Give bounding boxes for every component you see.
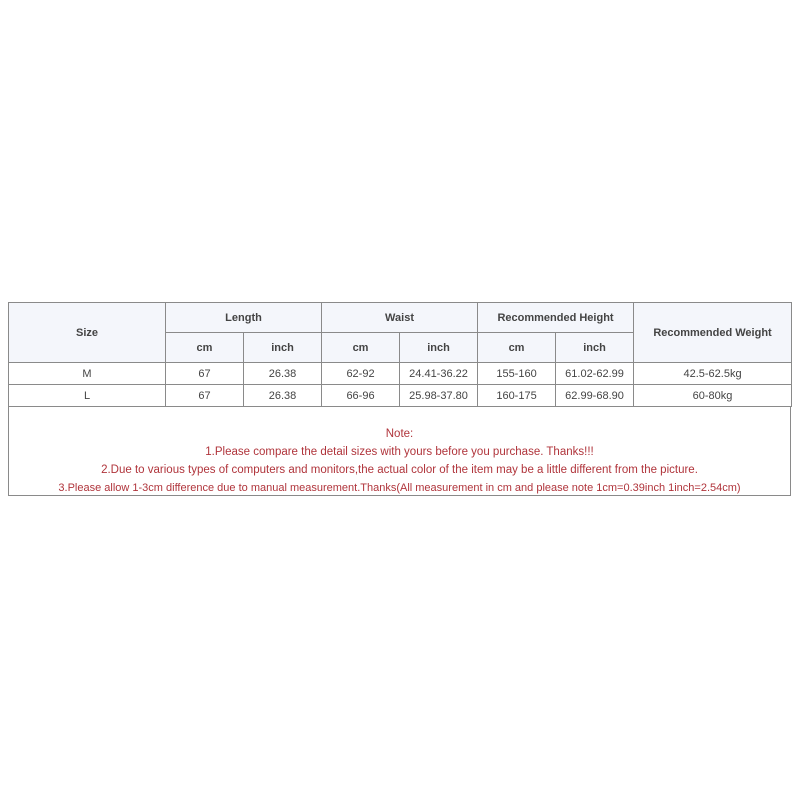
cell-length-inch: 26.38 xyxy=(244,385,322,407)
table-row xyxy=(9,363,792,385)
cell-height-inch: 61.02-62.99 xyxy=(556,363,634,385)
cell-weight: 60-80kg xyxy=(634,385,792,407)
subheader-height-inch: inch xyxy=(556,333,634,363)
header-recommended-weight: Recommended Weight xyxy=(634,303,792,363)
size-chart xyxy=(8,302,791,496)
cell-height-cm: 160-175 xyxy=(478,385,556,407)
note-line-1: 1.Please compare the detail sizes with yours before you purchase. Thanks!!! xyxy=(205,446,594,458)
size-table xyxy=(8,302,792,407)
header-size: Size xyxy=(9,303,166,363)
notes-box xyxy=(8,407,791,496)
notes-title: Note: xyxy=(385,428,414,440)
cell-waist-inch: 24.41-36.22 xyxy=(400,363,478,385)
cell-size: L xyxy=(9,385,166,407)
cell-size: M xyxy=(9,363,166,385)
header-recommended-height: Recommended Height xyxy=(478,303,634,333)
cell-length-cm: 67 xyxy=(166,385,244,407)
header-length: Length xyxy=(166,303,322,333)
cell-length-cm: 67 xyxy=(166,363,244,385)
note-line-2: 2.Due to various types of computers and monitors,the actual color of the item may be a little different from the picture. xyxy=(101,464,698,476)
table-row xyxy=(9,385,792,407)
cell-waist-cm: 66-96 xyxy=(322,385,400,407)
note-line-3: 3.Please allow 1-3cm difference due to manual measurement.Thanks(All measurement in cm and please note 1cm=0.39inch 1inch=2.54cm) xyxy=(58,482,741,494)
subheader-height-cm: cm xyxy=(478,333,556,363)
subheader-length-inch: inch xyxy=(244,333,322,363)
cell-waist-inch: 25.98-37.80 xyxy=(400,385,478,407)
subheader-length-cm: cm xyxy=(166,333,244,363)
subheader-waist-inch: inch xyxy=(400,333,478,363)
cell-weight: 42.5-62.5kg xyxy=(634,363,792,385)
cell-height-inch: 62.99-68.90 xyxy=(556,385,634,407)
cell-length-inch: 26.38 xyxy=(244,363,322,385)
subheader-waist-cm: cm xyxy=(322,333,400,363)
header-waist: Waist xyxy=(322,303,478,333)
cell-height-cm: 155-160 xyxy=(478,363,556,385)
cell-waist-cm: 62-92 xyxy=(322,363,400,385)
